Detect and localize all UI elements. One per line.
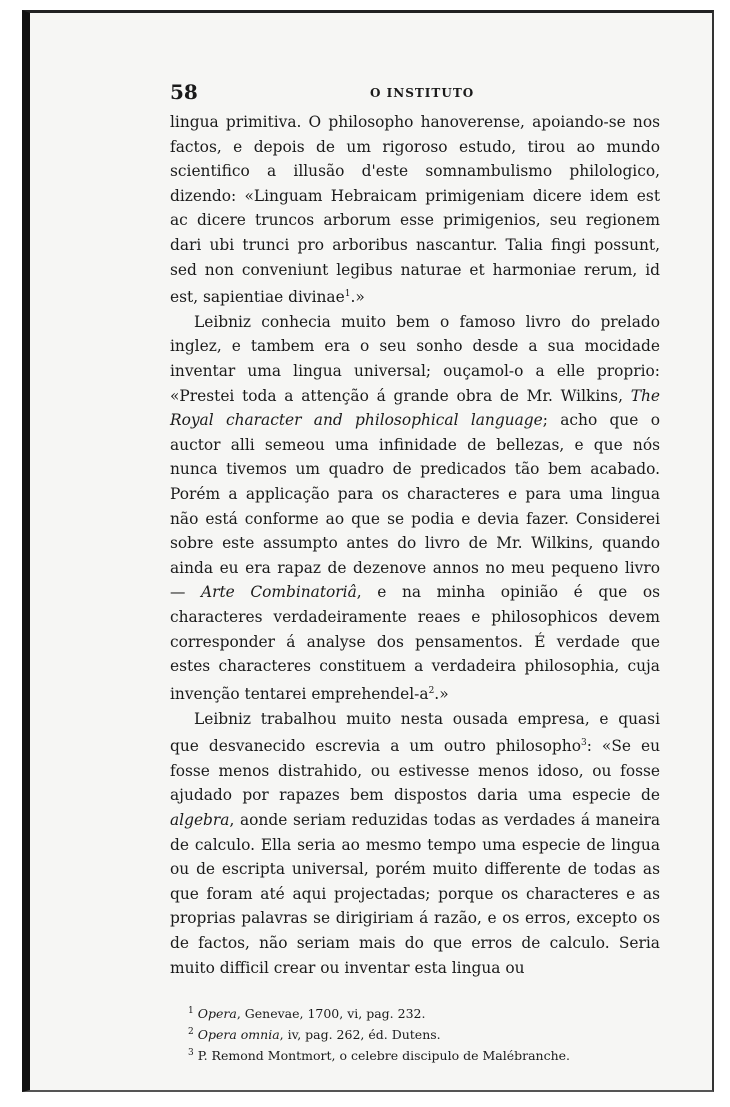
text-run: : «Se eu fosse menos distrahido, ou estivesse menos idoso, ou fosse ajudado por rapazes bem dispostos daria uma especie de xyxy=(170,737,660,805)
book-page xyxy=(170,80,660,1066)
footnotes xyxy=(170,1002,660,1065)
footnote-ref: 2 xyxy=(428,685,435,696)
text-run: , e na minha opinião é que os characteres verdadeiramente reaes e philosophicos devem corresponder á analyse dos pensamentos. É verdade que estes characteres constituem a verdadeira philosophia, cuja invenção tentarei emprehendel-a xyxy=(170,583,660,703)
footnote-marker: 1 xyxy=(188,1006,194,1017)
text-run: Leibniz trabalhou muito nesta ousada empresa, e quasi que desvanecido escrevia a um outro philosopho xyxy=(170,709,660,756)
page-number: 58 xyxy=(170,80,198,104)
footnote-marker: 3 xyxy=(188,1048,194,1059)
footnote xyxy=(170,1002,660,1023)
body-text xyxy=(170,110,660,980)
footnote xyxy=(170,1023,660,1044)
text-run: .» xyxy=(350,288,365,307)
paragraph xyxy=(170,310,660,707)
italic-text: The Royal character and philosophical language xyxy=(170,386,660,430)
italic-text: Opera xyxy=(197,1006,237,1022)
text-run: , iv, pag. 262, éd. Dutens. xyxy=(279,1027,441,1043)
text-run: , Genevae, 1700, vi, pag. 232. xyxy=(236,1006,426,1022)
footnote-ref: 1 xyxy=(344,289,351,300)
text-run: P. Remond Montmort, o celebre discipulo de Malébranche. xyxy=(197,1048,571,1064)
text-run: .» xyxy=(434,684,449,703)
italic-text: Opera omnia xyxy=(197,1027,280,1043)
italic-text: Arte Combinatoriâ xyxy=(201,583,357,602)
text-run: ; acho que o auctor alli semeou uma infinidade de bellezas, e que nós nunca tivemos um quadro de predicados tão bem acabado. Porém a applicação para os characteres e para uma lingua não está conforme ao que se podia e devia fazer. Considerei sobre este assumpto antes do livro de Mr. Wilkins, quando ainda eu era rapaz de dezenove annos no meu pequeno livro — xyxy=(170,411,660,602)
running-head: O INSTITUTO xyxy=(370,86,475,100)
italic-text: algebra xyxy=(170,811,230,829)
footnote xyxy=(170,1044,660,1065)
text-run: Leibniz conhecia muito bem o famoso livro do prelado inglez, e tambem era o seu sonho desde a sua mocidade inventar uma lingua universal; ouçamol-o a elle proprio: «Prestei toda a attenção á grande obra de Mr. Wilkins, xyxy=(170,312,660,405)
page-header xyxy=(170,80,660,110)
paragraph xyxy=(170,707,660,981)
paragraph xyxy=(170,110,660,310)
text-run: , aonde seriam reduzidas todas as verdades á maneira de calculo. Ella seria ao mesmo tempo uma especie de lingua ou de escripta universal, porém muito differente de todas as que foram até aqui projectadas; porque os characteres e as proprias palavras se dirigiriam á razão, e os erros, excepto os de factos, não seriam mais do que erros de calculo. Seria muito difficil crear ou inventar esta lingua ou xyxy=(170,811,660,977)
footnote-ref: 3 xyxy=(580,738,587,749)
footnote-marker: 2 xyxy=(188,1027,194,1038)
text-run: lingua primitiva. O philosopho hanoverense, apoiando-se nos factos, e depois de um rigoroso estudo, tirou ao mundo scientifico a illusão d'este somnambulismo philologico, dizendo: «Linguam Hebraicam primigeniam dicere idem est ac dicere truncos arborum esse primigenios, seu regionem dari ubi trunci pro arboribus nascantur. Talia fingi possunt, sed non conveniunt legibus naturae et harmoniae rerum, id est, sapientiae divinae xyxy=(170,113,660,307)
